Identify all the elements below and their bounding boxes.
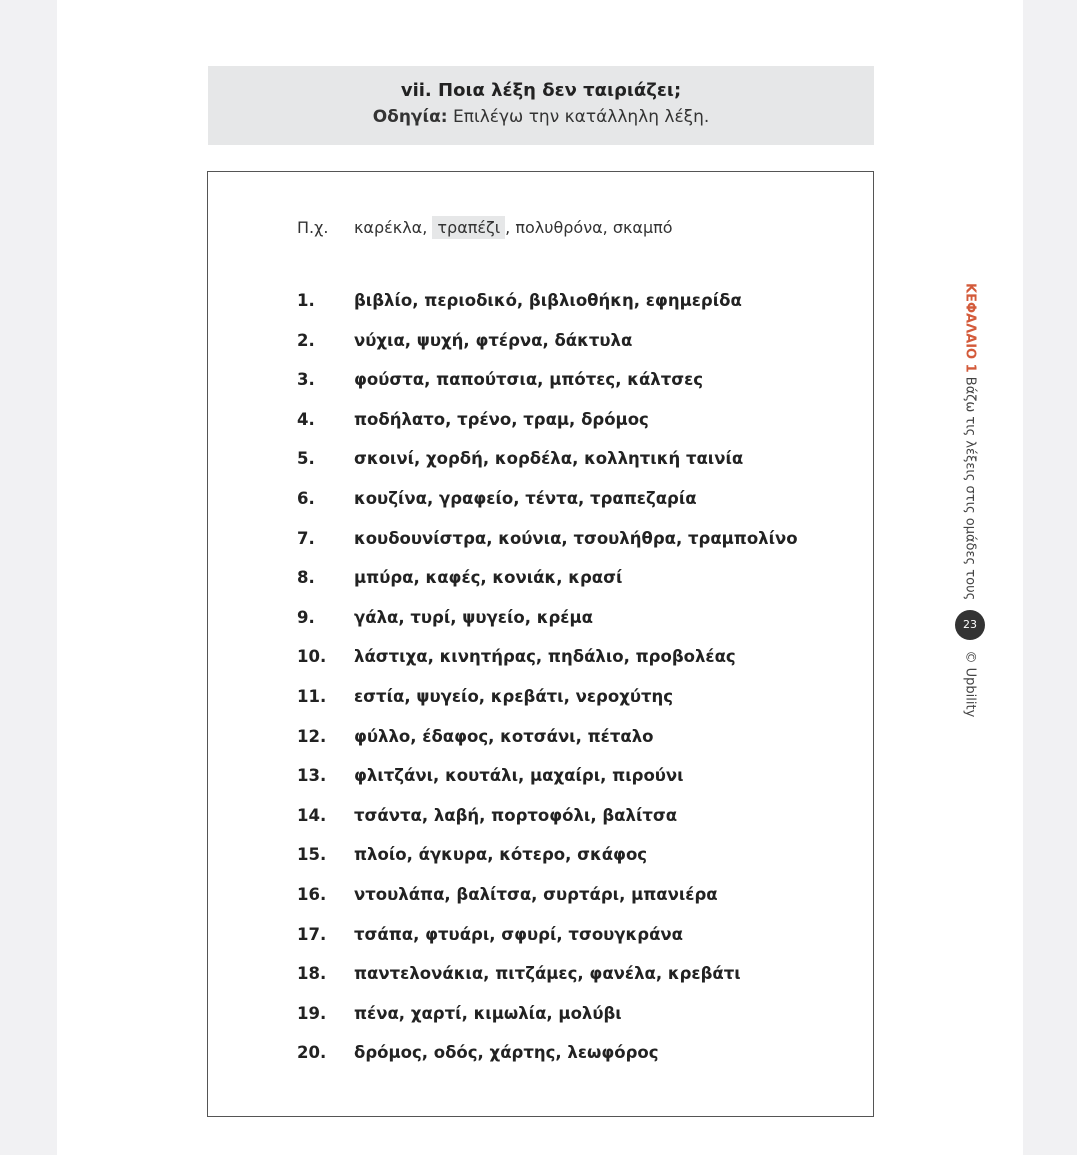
list-item — [297, 603, 798, 643]
word-list — [297, 286, 798, 1078]
item-words: πλοίο, άγκυρα, κότερο, σκάφος — [354, 845, 648, 865]
item-words: κουζίνα, γραφείο, τέντα, τραπεζαρία — [354, 488, 697, 508]
list-item — [297, 761, 798, 801]
example-line — [297, 218, 673, 237]
item-number: 9. — [297, 607, 315, 627]
list-item — [297, 405, 798, 445]
item-words: κουδουνίστρα, κούνια, τσουλήθρα, τραμπολίνο — [354, 528, 798, 548]
list-item — [297, 1038, 798, 1078]
exercise-header — [208, 66, 874, 145]
item-number: 10. — [297, 647, 327, 667]
item-number: 6. — [297, 488, 315, 508]
list-item — [297, 920, 798, 960]
item-number: 20. — [297, 1043, 327, 1063]
copyright: © Upbility — [962, 650, 978, 718]
item-number: 15. — [297, 845, 327, 865]
item-number: 11. — [297, 686, 327, 706]
list-item — [297, 801, 798, 841]
item-words: φύλλο, έδαφος, κοτσάνι, πέταλο — [354, 726, 654, 746]
item-words: φλιτζάνι, κουτάλι, μαχαίρι, πιρούνι — [354, 766, 684, 786]
item-words: παντελονάκια, πιτζάμες, φανέλα, κρεβάτι — [354, 964, 741, 984]
list-item — [297, 880, 798, 920]
item-words: εστία, ψυγείο, κρεβάτι, νεροχύτης — [354, 686, 674, 706]
item-number: 1. — [297, 291, 315, 310]
item-number: 19. — [297, 1003, 327, 1023]
chapter-label: ΚΕΦΑΛΑΙΟ 1 — [962, 283, 978, 373]
item-words: πένα, χαρτί, κιμωλία, μολύβι — [354, 1003, 622, 1023]
item-number: 13. — [297, 766, 327, 786]
item-words: μπύρα, καφές, κονιάκ, κρασί — [354, 568, 623, 588]
example-word: καρέκλα, — [354, 218, 428, 237]
chapter-sidebar — [962, 283, 987, 718]
item-number: 14. — [297, 805, 327, 825]
example-highlighted-word: τραπέζι — [432, 216, 505, 239]
example-label: Π.χ. — [297, 218, 329, 237]
item-words: λάστιχα, κινητήρας, πηδάλιο, προβολέας — [354, 647, 736, 667]
list-item — [297, 682, 798, 722]
item-words: δρόμος, οδός, χάρτης, λεωφόρος — [354, 1043, 659, 1063]
item-number: 5. — [297, 449, 315, 469]
item-words: νύχια, ψυχή, φτέρνα, δάκτυλα — [354, 330, 633, 350]
item-number: 7. — [297, 528, 315, 548]
item-words: τσάντα, λαβή, πορτοφόλι, βαλίτσα — [354, 805, 678, 825]
instruction-label: Οδηγία: — [372, 107, 448, 127]
item-words: ντουλάπα, βαλίτσα, συρτάρι, μπανιέρα — [354, 884, 718, 904]
list-item — [297, 286, 798, 326]
item-words: τσάπα, φτυάρι, σφυρί, τσουγκράνα — [354, 924, 683, 944]
list-item — [297, 999, 798, 1039]
list-item — [297, 722, 798, 762]
item-number: 2. — [297, 330, 315, 350]
item-words: βιβλίο, περιοδικό, βιβλιοθήκη, εφημερίδα — [354, 291, 742, 310]
item-words: γάλα, τυρί, ψυγείο, κρέμα — [354, 607, 593, 627]
list-item — [297, 444, 798, 484]
list-item — [297, 484, 798, 524]
list-item — [297, 524, 798, 564]
exercise-title: vii. Ποια λέξη δεν ταιριάζει; — [400, 80, 682, 101]
item-number: 8. — [297, 568, 315, 588]
chapter-title: Βάζω τις λέξεις στις ομάδες τους — [962, 376, 978, 601]
list-item — [297, 326, 798, 366]
item-words: σκοινί, χορδή, κορδέλα, κολλητική ταινία — [354, 449, 744, 469]
example-rest: , πολυθρόνα, σκαμπό — [505, 218, 673, 237]
exercise-instruction — [208, 104, 874, 130]
item-number: 4. — [297, 409, 315, 429]
list-item — [297, 959, 798, 999]
list-item — [297, 642, 798, 682]
list-item — [297, 840, 798, 880]
item-number: 16. — [297, 884, 327, 904]
list-item — [297, 563, 798, 603]
page-number-badge: 23 — [955, 610, 985, 640]
list-item — [297, 365, 798, 405]
item-number: 3. — [297, 370, 315, 390]
instruction-text: Επιλέγω την κατάλληλη λέξη. — [453, 107, 710, 127]
item-words: φούστα, παπούτσια, μπότες, κάλτσες — [354, 370, 704, 390]
item-number: 12. — [297, 726, 327, 746]
item-number: 18. — [297, 964, 327, 984]
sidebar-text — [955, 283, 985, 717]
item-words: ποδήλατο, τρένο, τραμ, δρόμος — [354, 409, 649, 429]
item-number: 17. — [297, 924, 327, 944]
